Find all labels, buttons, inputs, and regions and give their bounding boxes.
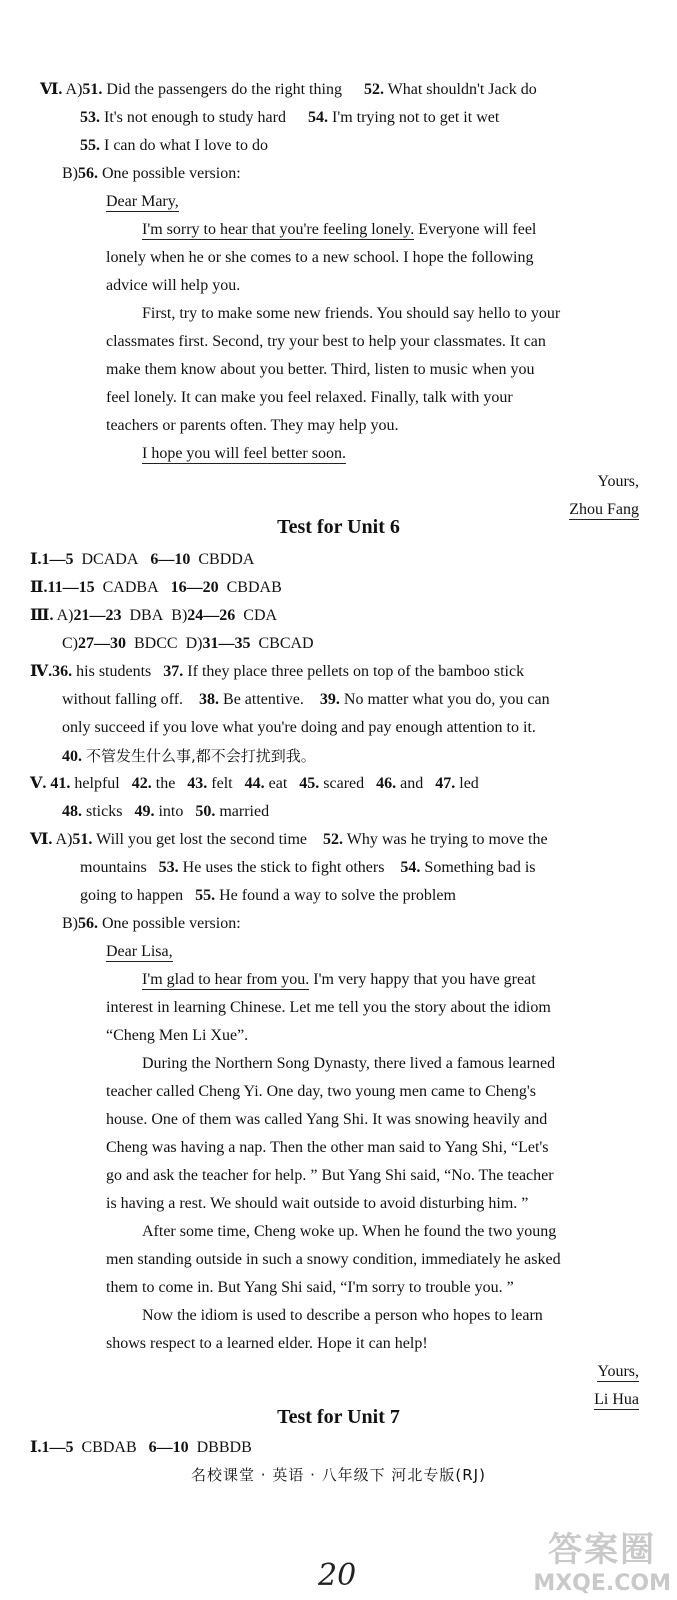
letter-line: teachers or parents often. They may help you. (106, 417, 399, 434)
u6-section-i (30, 546, 254, 574)
u5-vi-a-line1 (40, 76, 537, 104)
question-range: 6—10 (148, 1439, 189, 1456)
answer-word: helpful (70, 775, 120, 792)
signer-name: Zhou Fang (569, 501, 639, 518)
part-label: A) (55, 831, 73, 848)
question-number: 47. (435, 775, 456, 792)
letter-line: Cheng was having a nap. Then the other man said to Yang Shi, “Let's (106, 1139, 549, 1156)
u5-vi-a-line2 (80, 104, 499, 132)
question-number: 37. (163, 663, 184, 680)
part-label: A) (65, 81, 83, 98)
u7-section-i (30, 1434, 252, 1462)
letter-line (142, 216, 536, 244)
answer-key: DCADA (81, 551, 139, 568)
question-number: 51. (72, 831, 93, 848)
watermark-logo: 答案圈 (548, 1530, 657, 1570)
letter-closing (142, 440, 346, 468)
answer-word: married (215, 803, 270, 820)
question-number: 39. (319, 691, 340, 708)
u6-section-vi-line2 (80, 854, 536, 882)
question-range: 31—35 (202, 635, 251, 652)
answer-text: Did the passengers do the right thing (106, 81, 342, 98)
answer-text: 不管发生什么事,都不会打扰到我。 (86, 747, 316, 765)
u6-section-v-line2 (62, 798, 269, 826)
letter-line: them to come in. But Yang Shi said, “I'm sorry to trouble you. ” (106, 1279, 514, 1296)
question-number: 45. (299, 775, 320, 792)
answer-key: CBDDA (198, 551, 255, 568)
answer-word: led (455, 775, 479, 792)
letter-sign-yours: Yours, (597, 473, 639, 490)
letter-line: First, try to make some new friends. You should say hello to your (142, 305, 561, 322)
question-number: 52. (323, 831, 344, 848)
answer-key: CDA (243, 607, 278, 624)
roman-numeral: Ⅰ. (30, 1439, 42, 1456)
answer-text: without falling off. (62, 691, 184, 708)
question-number: 55. (80, 137, 100, 154)
question-number: 53. (158, 859, 179, 876)
question-number: 40. (62, 748, 82, 765)
part-label: B) (62, 915, 78, 932)
answer-word: the (151, 775, 176, 792)
sentence-text: I'm very happy that you have great (313, 971, 536, 988)
roman-numeral: Ⅰ. (30, 551, 42, 568)
question-number: 54. (307, 109, 328, 126)
v-items-row2 (62, 803, 269, 820)
part-label: B) (62, 165, 78, 182)
answer-text: mountains (80, 859, 147, 876)
answer-text: Will you get lost the second time (96, 831, 308, 848)
u6-section-iv-line3: only succeed if you love what you're doing and pay enough attention to it. (62, 719, 536, 736)
letter-line: shows respect to a learned elder. Hope it can help! (106, 1335, 428, 1352)
question-number: 50. (195, 803, 216, 820)
answer-text: What shouldn't Jack do (387, 81, 537, 98)
question-number: 48. (62, 803, 82, 820)
question-range: 27—30 (78, 635, 126, 652)
question-number: 52. (363, 81, 384, 98)
watermark-url: MXQE.COM (533, 1571, 671, 1596)
question-number: 46. (376, 775, 397, 792)
answer-word: into (154, 803, 184, 820)
letter-line (142, 966, 536, 994)
roman-numeral: Ⅴ. (30, 775, 47, 792)
question-number: 44. (244, 775, 265, 792)
question-range: 1—5 (41, 1439, 74, 1456)
answer-text: If they place three pellets on top of the bamboo stick (187, 663, 525, 680)
question-number: 51. (82, 81, 103, 98)
part-label: B) (171, 607, 188, 624)
answer-text: going to happen (80, 887, 184, 904)
letter-line: feel lonely. It can make you feel relaxed. Finally, talk with your (106, 389, 513, 406)
question-range: 24—26 (187, 607, 236, 624)
answer-text: Be attentive. (223, 691, 304, 708)
sentence-text: Everyone will feel (418, 221, 537, 238)
letter-line: house. One of them was called Yang Shi. It was snowing heavily and (106, 1111, 548, 1128)
letter-line: make them know about you better. Third, listen to music when you (106, 361, 535, 378)
roman-numeral: Ⅵ. (30, 831, 53, 848)
letter-line: After some time, Cheng woke up. When he found the two young (142, 1223, 557, 1240)
question-number: 56. (78, 915, 98, 932)
question-number: 42. (131, 775, 152, 792)
question-number: 56. (78, 165, 98, 182)
underlined-sentence: I'm sorry to hear that you're feeling lonely. (142, 221, 415, 238)
u5-vi-a-line3 (80, 132, 268, 160)
answer-word: scared (319, 775, 365, 792)
part-label: D) (185, 635, 203, 652)
question-range: 16—20 (170, 579, 219, 596)
roman-numeral: Ⅲ. (30, 607, 54, 624)
letter-greeting (106, 938, 173, 966)
answer-text: It's not enough to study hard (104, 109, 286, 126)
u6-section-vi-line3 (80, 882, 456, 910)
part-label: A) (56, 607, 74, 624)
question-range: 6—10 (150, 551, 191, 568)
u6-section-iii-line2 (62, 630, 314, 658)
answer-text: I can do what I love to do (104, 137, 268, 154)
v-items-row1 (50, 775, 478, 792)
answer-text: He uses the stick to fight others (182, 859, 385, 876)
closing-text: I hope you will feel better soon. (142, 445, 346, 462)
letter-line: Now the idiom is used to describe a person who hopes to learn (142, 1307, 543, 1324)
answer-key: DBBDB (196, 1439, 252, 1456)
answer-word: felt (207, 775, 233, 792)
question-number: 43. (187, 775, 208, 792)
handwritten-page-number: 20 (318, 1558, 357, 1593)
question-number: 49. (134, 803, 155, 820)
unit6-title: Test for Unit 6 (277, 516, 400, 538)
u6-section-iv-line4 (62, 742, 316, 770)
answer-text: No matter what you do, you can (343, 691, 550, 708)
answer-key: CADBA (102, 579, 159, 596)
letter-sign-yours (597, 1358, 639, 1386)
answer-text: Something bad is (424, 859, 536, 876)
letter-line: interest in learning Chinese. Let me tell you the story about the idiom (106, 999, 551, 1016)
question-range: 11—15 (47, 579, 95, 596)
u6-section-iii-line1 (30, 602, 277, 630)
letter-line: advice will help you. (106, 277, 241, 294)
question-number: 38. (199, 691, 220, 708)
u6-vi-b-label (62, 910, 241, 938)
version-label: One possible version: (102, 165, 241, 182)
answer-word: eat (264, 775, 288, 792)
letter-line: During the Northern Song Dynasty, there lived a famous learned (142, 1055, 556, 1072)
letter-line: teacher called Cheng Yi. One day, two young men came to Cheng's (106, 1083, 537, 1100)
sign-text: Yours, (597, 1363, 639, 1380)
answer-text: Why was he trying to move the (346, 831, 548, 848)
greeting-text: Dear Mary, (106, 193, 179, 210)
answer-key: BDCC (134, 635, 178, 652)
letter-line: men standing outside in such a snowy condition, immediately he asked (106, 1251, 561, 1268)
u5-vi-b-label (62, 160, 241, 188)
u6-section-iv-line2 (62, 686, 550, 714)
answer-text: I'm trying not to get it wet (331, 109, 500, 126)
question-number: 36. (52, 663, 73, 680)
letter-line: go and ask the teacher for help. ” But Yang Shi said, “No. The teacher (106, 1167, 554, 1184)
question-number: 53. (80, 109, 100, 126)
roman-numeral: Ⅵ. (40, 81, 63, 98)
answer-word: sticks (82, 803, 123, 820)
question-range: 1—5 (41, 551, 74, 568)
letter-line: is having a rest. We should wait outside to avoid disturbing him. ” (106, 1195, 529, 1212)
answer-key: CBCAD (258, 635, 314, 652)
part-label: C) (62, 635, 78, 652)
answer-text: his students (76, 663, 152, 680)
question-number: 41. (50, 775, 71, 792)
page-footer: 名校课堂 · 英语 · 八年级下 河北专版(RJ) (191, 1466, 486, 1484)
answer-key: CBDAB (226, 579, 282, 596)
question-range: 21—23 (73, 607, 122, 624)
u6-section-ii (30, 574, 282, 602)
letter-line: classmates first. Second, try your best to help your classmates. It can (106, 333, 546, 350)
roman-numeral: Ⅱ. (30, 579, 48, 596)
answer-key: DBA (129, 607, 164, 624)
u6-section-vi-line1 (30, 826, 548, 854)
unit7-title: Test for Unit 7 (277, 1406, 400, 1428)
u6-section-v-line1 (30, 770, 479, 798)
letter-line: lonely when he or she comes to a new school. I hope the following (106, 249, 534, 266)
watermark (533, 1522, 671, 1596)
version-label: One possible version: (102, 915, 241, 932)
greeting-text: Dear Lisa, (106, 943, 173, 960)
underlined-sentence: I'm glad to hear from you. (142, 971, 310, 988)
letter-line: “Cheng Men Li Xue”. (106, 1027, 249, 1044)
answer-key: CBDAB (81, 1439, 137, 1456)
answer-word: and (396, 775, 424, 792)
answer-text: He found a way to solve the problem (219, 887, 456, 904)
letter-greeting (106, 188, 179, 216)
roman-numeral: Ⅳ. (30, 663, 53, 680)
signer-name: Li Hua (594, 1391, 639, 1408)
question-number: 55. (195, 887, 216, 904)
question-number: 54. (400, 859, 421, 876)
u6-section-iv-line1 (30, 658, 524, 686)
